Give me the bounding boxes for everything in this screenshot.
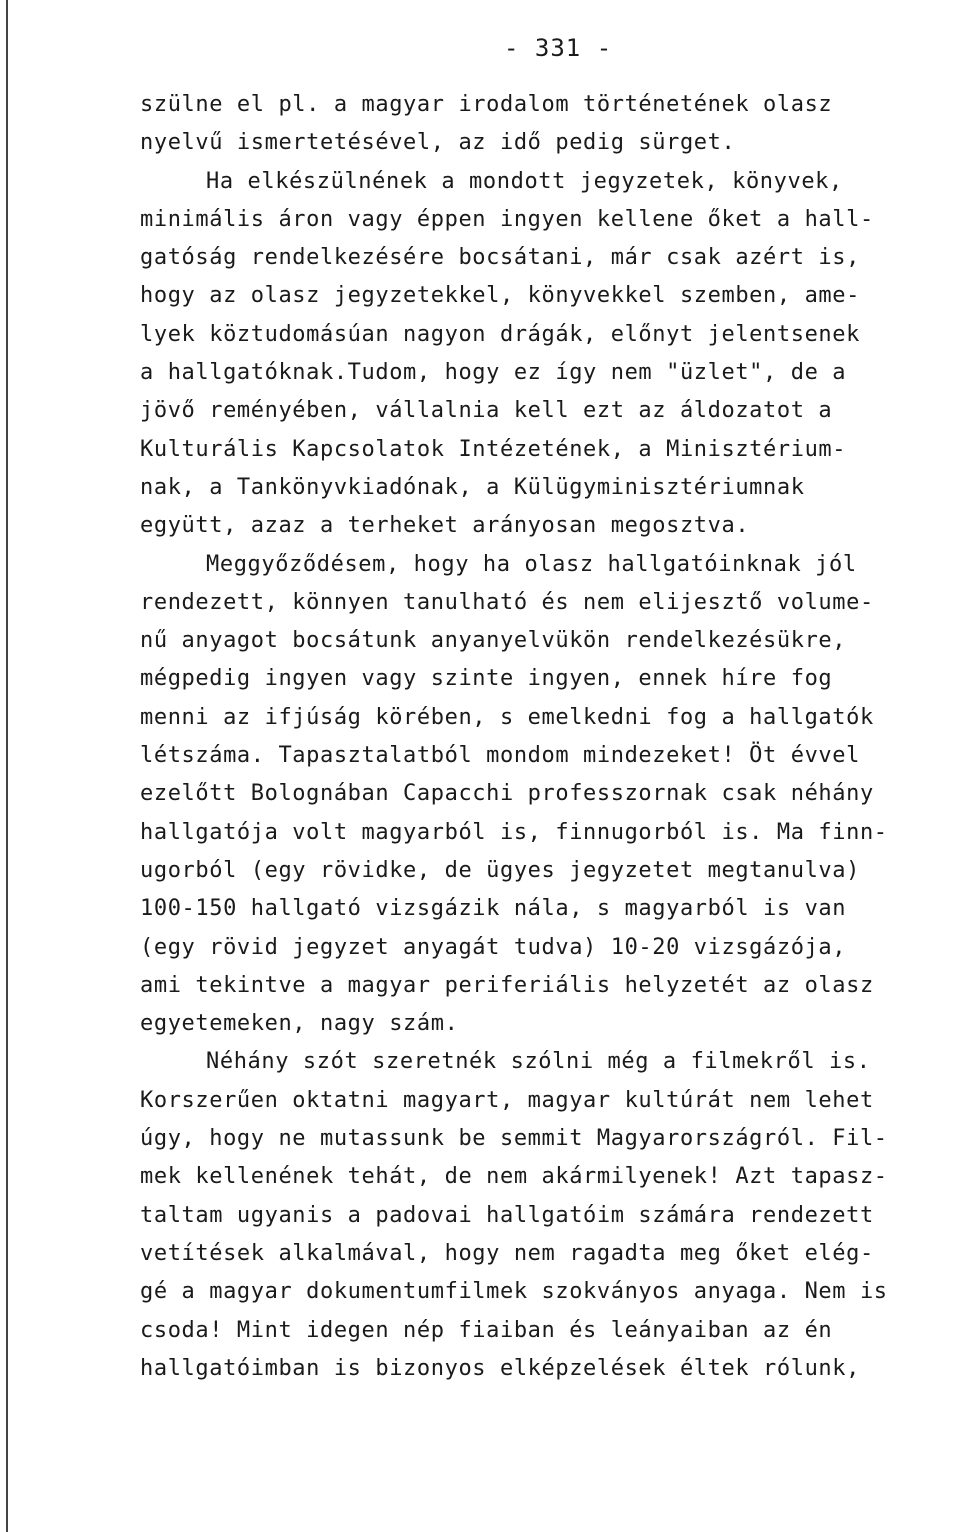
page-edge-line	[6, 0, 8, 1532]
text-line: 100-150 hallgató vizsgázik nála, s magyarból is van	[140, 896, 847, 922]
text-line: Korszerűen oktatni magyart, magyar kultúrát nem lehet	[140, 1087, 874, 1113]
text-line: Néhány szót szeretnék szólni még a filmekről is.	[206, 1049, 871, 1075]
text-line: mek kellenének tehát, de nem akármilyenek! Azt tapasz-	[140, 1164, 888, 1190]
text-line: ugorból (egy rövidke, de ügyes jegyzetet megtanulva)	[140, 857, 860, 883]
text-line: nű anyagot bocsátunk anyanyelvükön rendelkezésükre,	[140, 628, 847, 654]
text-line: menni az ifjúság körében, s emelkedni fog a hallgatók	[140, 704, 874, 730]
text-line: mégpedig ingyen vagy szinte ingyen, ennek híre fog	[140, 666, 833, 692]
text-line: ami tekintve a magyar periferiális helyzetét az olasz	[140, 972, 874, 998]
text-line: csoda! Mint idegen nép fiaiban és leányaiban az én	[140, 1317, 833, 1343]
text-line: jövő reményében, vállalnia kell ezt az áldozatot a	[140, 398, 833, 424]
text-line: hallgatója volt magyarból is, finnugorból is. Ma finn-	[140, 819, 888, 845]
text-line: nak, a Tankönyvkiadónak, a Külügyminisztériumnak	[140, 474, 805, 500]
text-line: (egy rövid jegyzet anyagát tudva) 10-20 vizsgázója,	[140, 934, 847, 960]
text-line: gé a magyar dokumentumfilmek szokványos anyaga. Nem is	[140, 1279, 888, 1305]
text-line: gatóság rendelkezésére bocsátani, már csak azért is,	[140, 245, 860, 271]
page-number: - 331 -	[504, 34, 613, 62]
text-line: lyek köztudomásúan nagyon drágák, előnyt jelentsenek	[140, 321, 860, 347]
text-line: Meggyőződésem, hogy ha olasz hallgatóinknak jól	[206, 551, 857, 577]
text-line: minimális áron vagy éppen ingyen kellene őket a hall-	[140, 206, 874, 232]
text-line: szülne el pl. a magyar irodalom történetének olasz	[140, 92, 833, 117]
text-line: Kulturális Kapcsolatok Intézetének, a Minisztérium-	[140, 436, 847, 462]
body-text	[140, 86, 950, 1388]
text-line: hogy az olasz jegyzetekkel, könyvekkel szemben, ame-	[140, 283, 860, 309]
text-line: ezelőtt Bolognában Capacchi professzornak csak néhány	[140, 781, 874, 807]
text-line: úgy, hogy ne mutassunk be semmit Magyarországról. Fil-	[140, 1126, 888, 1152]
text-line: létszáma. Tapasztalatból mondom mindezeket! Öt évvel	[140, 743, 860, 769]
text-line: egyetemeken, nagy szám.	[140, 1011, 459, 1037]
text-line: a hallgatóknak.Tudom, hogy ez így nem "üzlet", de a	[140, 360, 847, 386]
text-line: együtt, azaz a terheket arányosan megosztva.	[140, 513, 750, 539]
text-line: hallgatóimban is bizonyos elképzelések éltek rólunk,	[140, 1355, 860, 1381]
text-line: nyelvű ismertetésével, az idő pedig sürget.	[140, 130, 736, 156]
text-line: Ha elkészülnének a mondott jegyzetek, könyvek,	[206, 168, 843, 194]
text-line: taltam ugyanis a padovai hallgatóim számára rendezett	[140, 1202, 874, 1228]
text-line: vetítések alkalmával, hogy nem ragadta meg őket elég-	[140, 1240, 874, 1266]
text-line: rendezett, könnyen tanulható és nem elijesztő volume-	[140, 589, 874, 615]
